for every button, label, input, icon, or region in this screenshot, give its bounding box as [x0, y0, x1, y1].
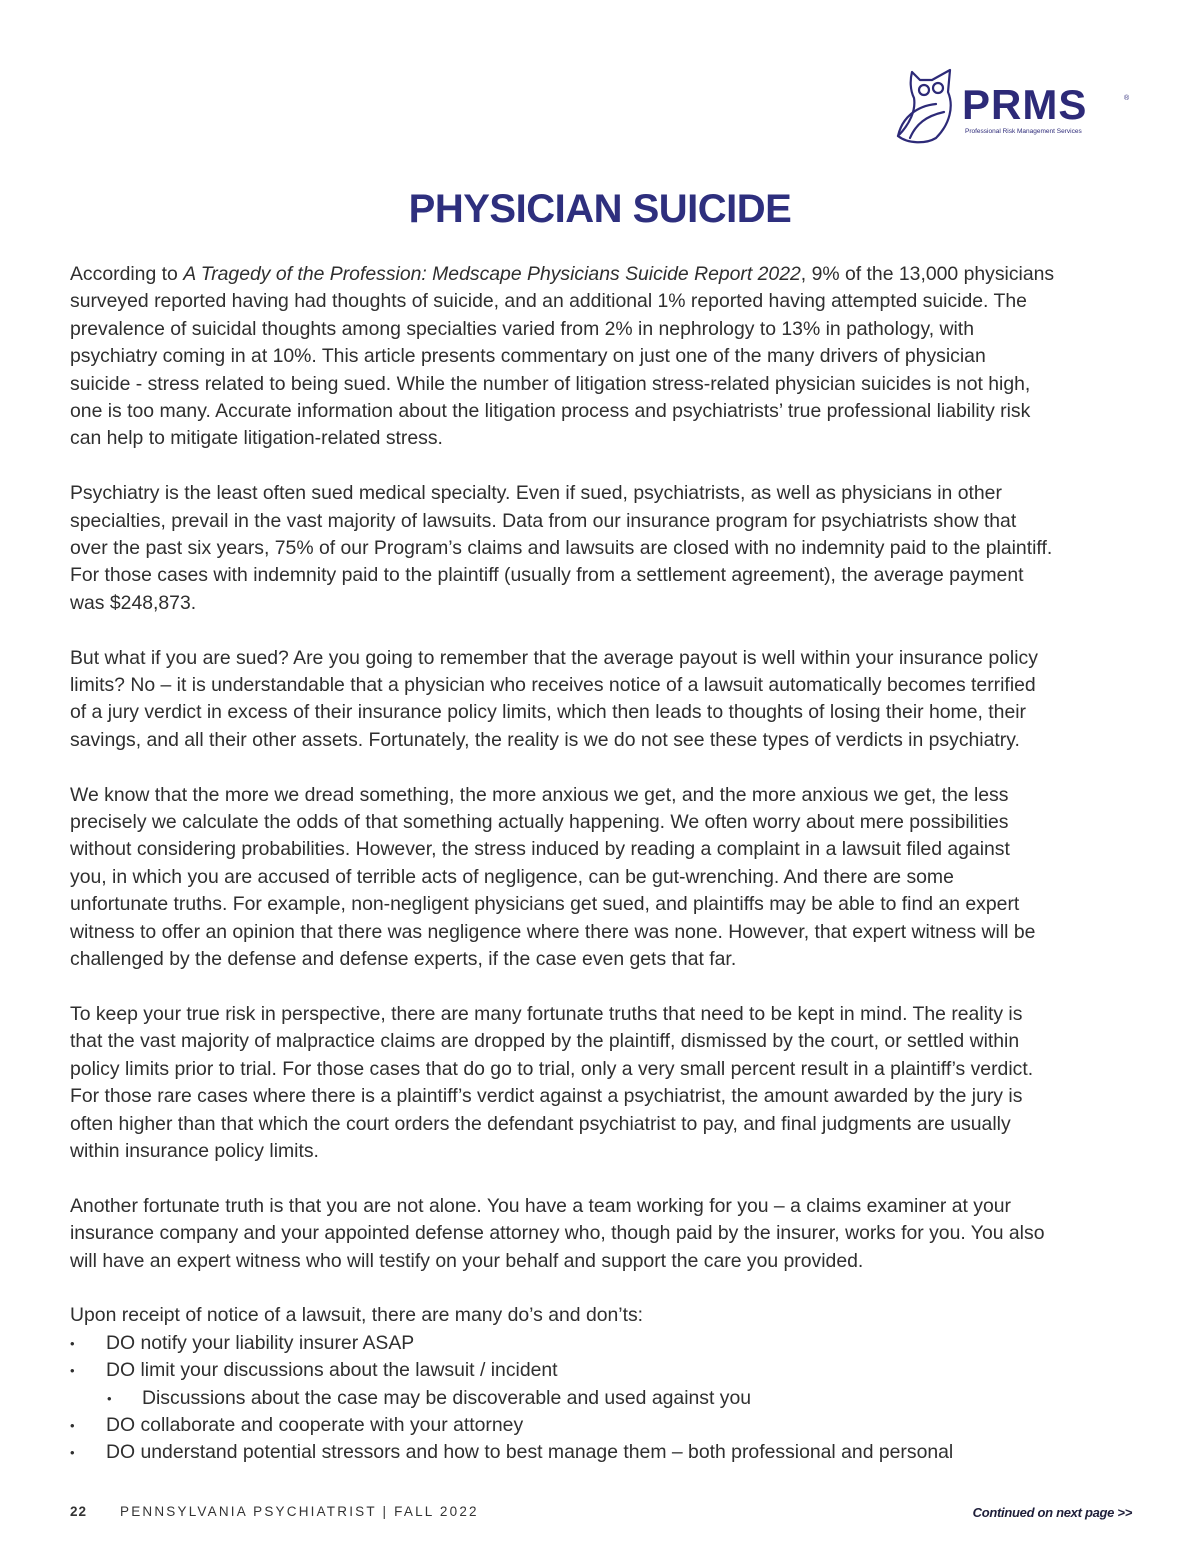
paragraph-line: Psychiatry is the least often sued medical specialty. Even if sued, psychiatrists, as well as physicians in other — [70, 482, 1002, 505]
paragraph-line: witness to offer an opinion that there was negligence where there was none. However, that expert witness will be — [70, 920, 1036, 943]
paragraph-line: surveyed reported having had thoughts of suicide, and an additional 1% reported having attempted suicide. The — [70, 290, 1027, 313]
page-footer — [70, 1504, 1132, 1524]
paragraph-1 — [70, 261, 1135, 453]
text-run: , 9% of the 13,000 physicians — [800, 263, 1055, 285]
paragraph-7-intro — [70, 1302, 1135, 1329]
paragraph-line: often higher than that which the court orders the defendant psychiatrist to pay, and final judgments are usually — [70, 1112, 1011, 1135]
paragraph-line: psychiatry coming in at 10%. This article presents commentary on just one of the many drivers of physician — [70, 345, 986, 368]
paragraph-5 — [70, 1001, 1135, 1165]
paragraph-line: policy limits prior to trial. For those cases that do go to trial, only a very small percent result in a plaintiff’s verdict. — [70, 1057, 1034, 1080]
article-body — [70, 261, 1135, 1467]
dos-list — [70, 1330, 1135, 1467]
report-title: A Tragedy of the Profession: Medscape Physicians Suicide Report 2022 — [183, 263, 801, 285]
registered-mark: ® — [1124, 95, 1130, 102]
paragraph-line: within insurance policy limits. — [70, 1139, 319, 1162]
text-run: According to — [70, 263, 184, 285]
list-item: • DO limit your discussions about the lawsuit / incident — [70, 1357, 1135, 1384]
paragraph-line: was $248,873. — [70, 591, 197, 614]
prms-logo — [892, 68, 1132, 144]
paragraph-line: suicide - stress related to being sued. While the number of litigation stress-related physician suicides is not high, — [70, 372, 1031, 395]
paragraph-3 — [70, 645, 1135, 755]
paragraph-line: For those cases with indemnity paid to the plaintiff (usually from a settlement agreement), the average payment — [70, 564, 1024, 587]
paragraph-2 — [70, 480, 1135, 617]
paragraph-line: savings, and all their other assets. Fortunately, the reality is we do not see these types of verdicts in psychiatry. — [70, 728, 1020, 751]
paragraph-6 — [70, 1193, 1135, 1275]
paragraph-line: But what if you are sued? Are you going to remember that the average payout is well within your insurance policy — [70, 646, 1038, 669]
paragraph-line: without considering probabilities. However, the stress induced by reading a complaint in a lawsuit filed against — [70, 838, 1010, 861]
paragraph-line: you, in which you are accused of terrible acts of negligence, can be gut-wrenching. And there are some — [70, 865, 954, 888]
paragraph-line: unfortunate truths. For example, non-negligent physicians get sued, and plaintiffs may be able to find an expert — [70, 893, 1020, 916]
logo-tagline: Professional Risk Management Services — [965, 128, 1082, 135]
paragraph-line: prevalence of suicidal thoughts among specialties varied from 2% in nephrology to 13% in pathology, with — [70, 317, 974, 340]
paragraph-line: For those rare cases where there is a plaintiff’s verdict against a psychiatrist, the amount awarded by the jury is — [70, 1085, 1023, 1108]
paragraph-line — [70, 261, 1135, 288]
list-item: • DO understand potential stressors and how to best manage them – both professional and personal — [70, 1439, 1135, 1466]
paragraph-line: To keep your true risk in perspective, there are many fortunate truths that need to be kept in mind. The reality is — [70, 1002, 1023, 1025]
paragraph-4 — [70, 782, 1135, 974]
paragraph-line: Another fortunate truth is that you are not alone. You have a team working for you – a claims examiner at your — [70, 1194, 1011, 1217]
logo-wordmark: PRMS — [962, 81, 1088, 128]
paragraph-line: will have an expert witness who will testify on your behalf and support the care you provided. — [70, 1249, 864, 1272]
paragraph-line: of a jury verdict in excess of their insurance policy limits, which then leads to thoughts of losing their home, their — [70, 701, 1026, 724]
paragraph-line: one is too many. Accurate information about the litigation process and psychiatrists’ true professional liability risk — [70, 400, 1031, 423]
publication-info: PENNSYLVANIA PSYCHIATRIST | FALL 2022 — [120, 1504, 479, 1519]
page-number: 22 — [70, 1504, 88, 1519]
paragraph-line: specialties, prevail in the vast majority of lawsuits. Data from our insurance program for psychiatrists show that — [70, 509, 1017, 532]
paragraph-line: challenged by the defense and defense experts, if the case even gets that far. — [70, 948, 737, 971]
list-item: • DO notify your liability insurer ASAP — [70, 1330, 1135, 1357]
paragraph-line: Upon receipt of notice of a lawsuit, there are many do’s and don’ts: — [70, 1304, 644, 1327]
sub-list-item: • Discussions about the case may be discoverable and used against you — [70, 1385, 1135, 1412]
page-title: PHYSICIAN SUICIDE — [408, 187, 792, 231]
paragraph-line: We know that the more we dread something, the more anxious we get, and the more anxious we get, the less — [70, 783, 1009, 806]
paragraph-line: that the vast majority of malpractice claims are dropped by the plaintiff, dismissed by the court, or settled within — [70, 1030, 1020, 1053]
paragraph-line: precisely we calculate the odds of that something actually happening. We often worry about mere possibilities — [70, 811, 1009, 834]
paragraph-line: over the past six years, 75% of our Program’s claims and lawsuits are closed with no indemnity paid to the plaintiff. — [70, 537, 1053, 560]
paragraph-line: insurance company and your appointed defense attorney who, though paid by the insurer, works for you. You also — [70, 1222, 1045, 1245]
paragraph-line: limits? No – it is understandable that a physician who receives notice of a lawsuit automatically becomes terrified — [70, 674, 1036, 697]
continued-link[interactable]: Continued on next page >> — [972, 1505, 1132, 1520]
list-item: • DO collaborate and cooperate with your attorney — [70, 1412, 1135, 1439]
paragraph-line: can help to mitigate litigation-related stress. — [70, 427, 443, 450]
owl-icon — [892, 68, 962, 144]
